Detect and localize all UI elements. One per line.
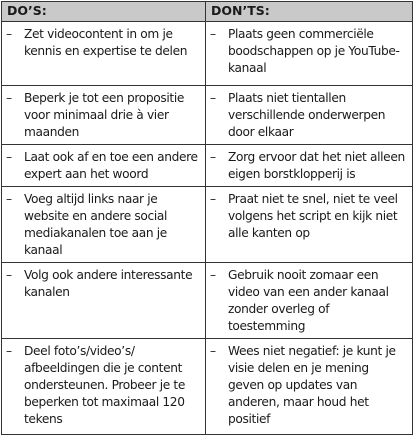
do-cell (2, 86, 206, 145)
dont-cell (206, 145, 413, 187)
header-row (2, 2, 413, 22)
dos-donts-table (1, 1, 413, 435)
dash-bullet: – (210, 150, 216, 164)
do-text: Volg ook andere interessante kanalen (24, 268, 193, 299)
dont-text: Plaats geen commerciële boodschappen op je YouTube-kanaal (228, 27, 400, 75)
dash-bullet: – (6, 91, 12, 105)
do-cell (2, 145, 206, 187)
dont-cell (206, 22, 413, 86)
dash-bullet: – (6, 192, 12, 206)
dont-cell (206, 187, 413, 263)
do-cell (2, 263, 206, 339)
dash-bullet: – (210, 27, 216, 41)
table-row (2, 86, 413, 145)
do-text: Laat ook af en toe een andere expert aan het woord (24, 150, 198, 181)
dont-text: Gebruik nooit zomaar een video van een ander kanaal zonder overleg of toestemming (228, 268, 389, 333)
dash-bullet: – (6, 150, 12, 164)
do-text: Beperk je tot een propositie voor minimaal drie à vier maanden (24, 91, 185, 139)
dash-bullet: – (210, 268, 216, 282)
do-cell (2, 339, 206, 435)
do-text: Zet videocontent in om je kennis en expertise te delen (24, 27, 188, 58)
dash-bullet: – (210, 192, 216, 206)
dash-bullet: – (210, 344, 216, 358)
header-dos: DO’S: (2, 2, 206, 22)
dash-bullet: – (6, 27, 12, 41)
do-cell (2, 22, 206, 86)
dont-text: Plaats niet tientallen verschillende onderwerpen door elkaar (228, 91, 386, 139)
header-donts: DON’TS: (206, 2, 413, 22)
dont-text: Praat niet te snel, niet te veel volgens het script en kijk niet alle kanten op (228, 192, 398, 240)
dos-donts-table-container (1, 1, 412, 435)
dont-text: Zorg ervoor dat het niet alleen eigen borstklopperij is (228, 150, 405, 181)
dash-bullet: – (6, 268, 12, 282)
table-row (2, 22, 413, 86)
table-row (2, 187, 413, 263)
dash-bullet: – (6, 344, 12, 358)
table-row (2, 145, 413, 187)
dont-cell (206, 339, 413, 435)
table-row (2, 339, 413, 435)
dont-text: Wees niet negatief: je kunt je visie delen en je mening geven op updates van anderen, maar houd het positief (228, 344, 396, 426)
do-cell (2, 187, 206, 263)
table-row (2, 263, 413, 339)
do-text: Deel foto’s/video’s/ afbeeldingen die je content ondersteunen. Probeer je te beperken tot maximaal 120 tekens (24, 344, 186, 426)
dash-bullet: – (210, 91, 216, 105)
dont-cell (206, 86, 413, 145)
dont-cell (206, 263, 413, 339)
do-text: Voeg altijd links naar je website en andere social mediakanalen toe aan je kanaal (24, 192, 168, 257)
